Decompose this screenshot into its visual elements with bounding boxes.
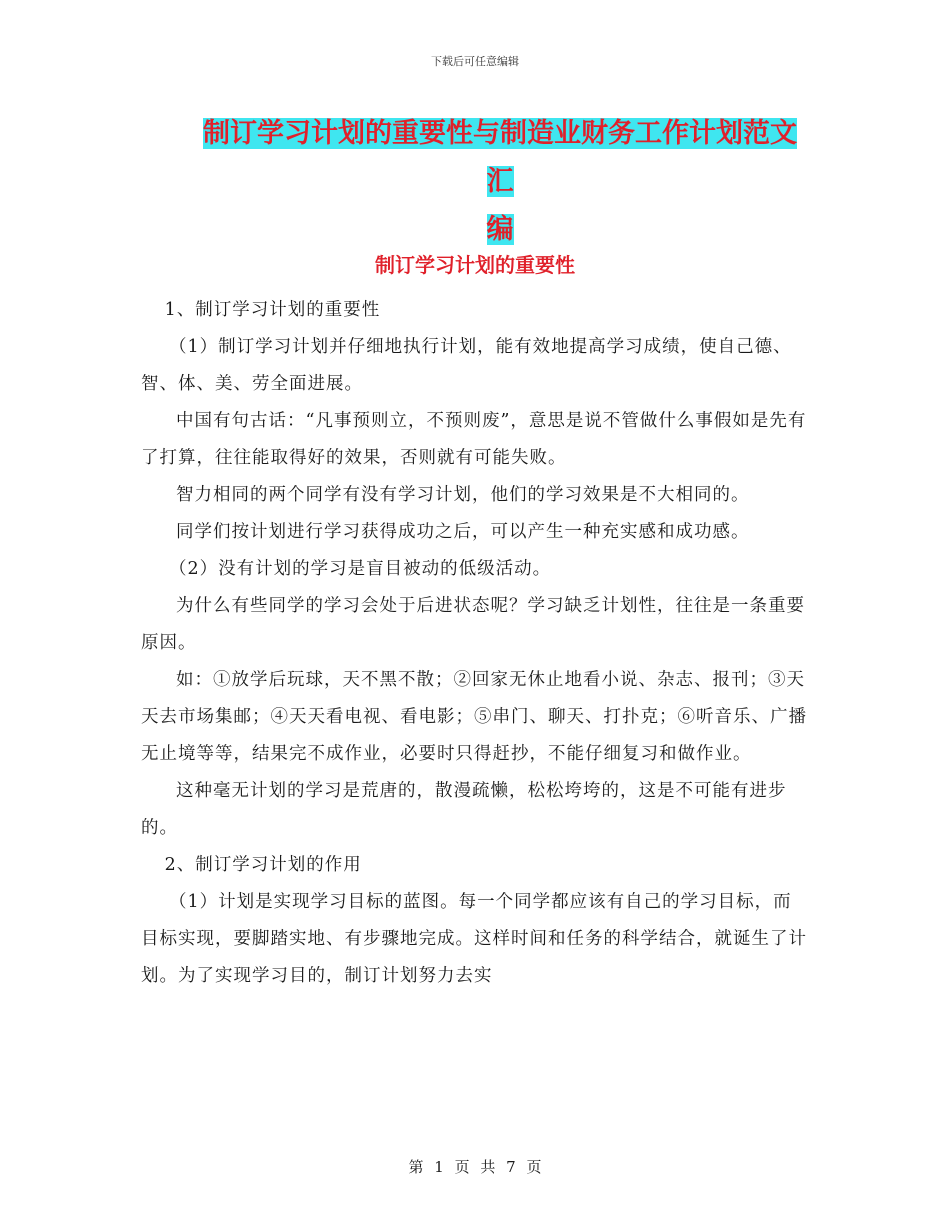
body-text (141, 292, 809, 995)
paragraph: 这种毫无计划的学习是荒唐的，散漫疏懒，松松垮垮的，这是不可能有进步的。 (141, 781, 787, 838)
section-title: 制订学习计划的重要性 (375, 253, 575, 277)
document-title-line-2: 编 (486, 214, 514, 245)
paragraph-heading-2: 2、制订学习计划的作用 (164, 855, 362, 875)
document-title (190, 110, 810, 254)
paragraph: 同学们按计划进行学习获得成功之后，可以产生一种充实感和成功感。 (176, 522, 750, 542)
paragraph: 如：①放学后玩球，天不黑不散；②回家无休止地看小说、杂志、报刊；③天天去市场集邮；④天天看电视、看电影；⑤串门、聊天、打扑克；⑥听音乐、广播无止境等等，结果完不成作业，必要时只得赶抄，不能仔细复习和做作业。 (141, 670, 807, 764)
paragraph: （1）计划是实现学习目标的蓝图。每一个同学都应该有自己的学习目标，而目标实现，要脚踏实地、有步骤地完成。这样时间和任务的科学结合，就诞生了计划。为了实现学习目的，制订计划努力去实 (141, 892, 807, 986)
paragraph: （2）没有计划的学习是盲目被动的低级活动。 (169, 559, 552, 579)
page-footer: 第 1 页 共 7 页 (408, 1158, 542, 1176)
paragraph: 为什么有些同学的学习会处于后进状态呢？学习缺乏计划性，往往是一条重要原因。 (141, 596, 805, 653)
paragraph: （1）制订学习计划并仔细地执行计划，能有效地提高学习成绩，使自己德、智、体、美、劳全面进展。 (141, 337, 792, 394)
header-note: 下载后可任意编辑 (431, 55, 519, 68)
document-title-line-1: 制订学习计划的重要性与制造业财务工作计划范文汇 (203, 118, 797, 197)
paragraph-heading-1: 1、制订学习计划的重要性 (164, 300, 381, 320)
paragraph: 中国有句古话：“凡事预则立，不预则废”，意思是说不管做什么事假如是先有了打算，往往能取得好的效果，否则就有可能失败。 (141, 411, 807, 468)
paragraph: 智力相同的两个同学有没有学习计划，他们的学习效果是不大相同的。 (176, 485, 750, 505)
